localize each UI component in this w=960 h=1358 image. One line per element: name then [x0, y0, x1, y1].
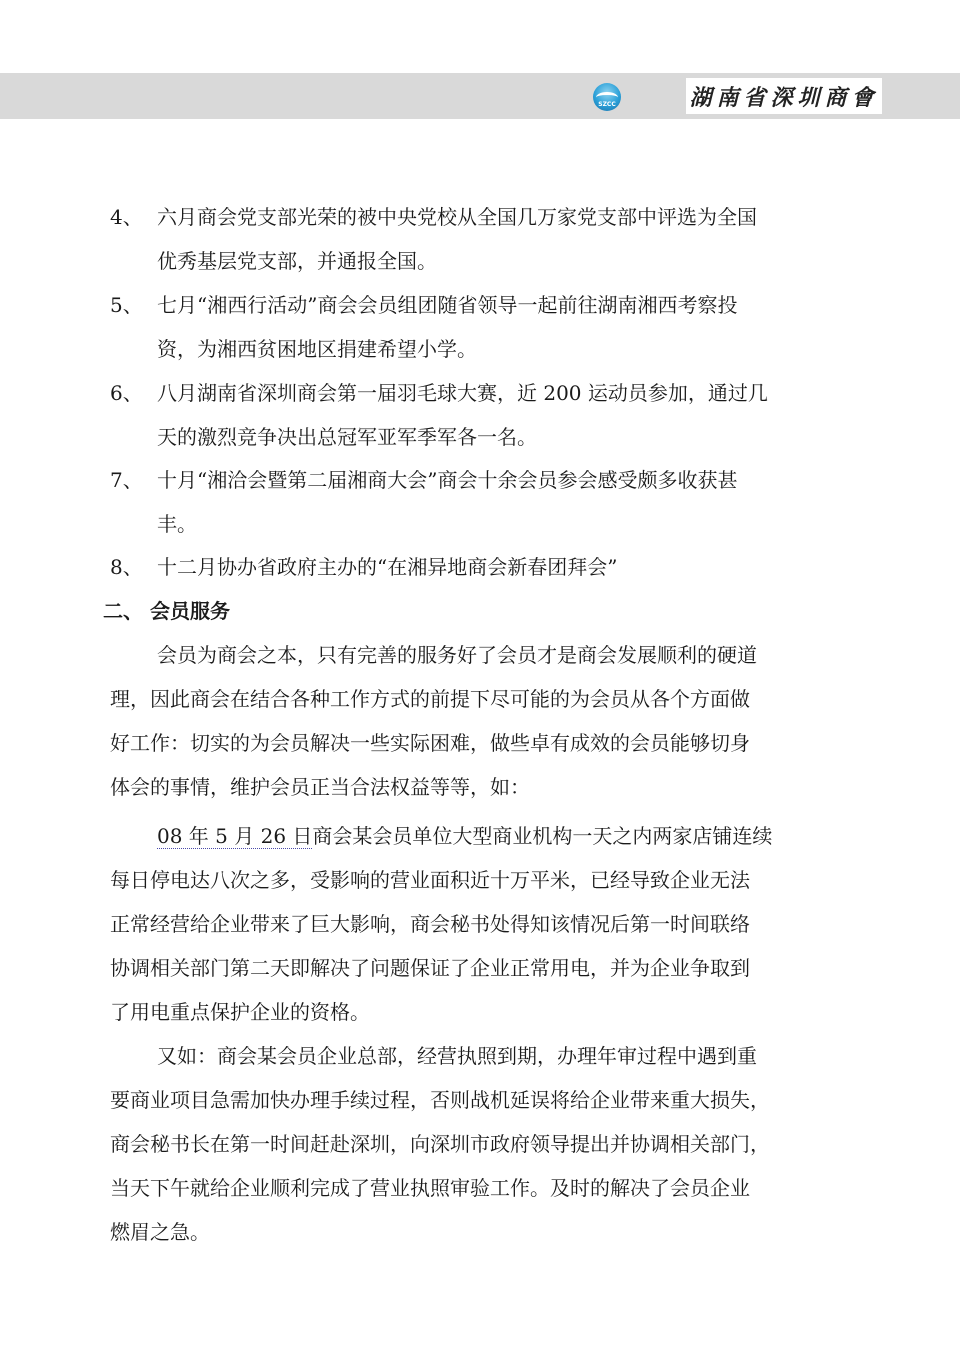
org-name: 湖南省深圳商會	[689, 84, 879, 111]
list-item-number: 8、	[110, 555, 143, 579]
org-name-box	[686, 78, 882, 114]
szcc-logo-icon	[593, 83, 621, 111]
list-item-number: 7、	[110, 468, 143, 492]
list-item-text: 八月湖南省深圳商会第一届羽毛球大赛，近 200 运动员参加，通过几	[157, 381, 768, 405]
list-item-number: 6、	[110, 381, 143, 405]
list-item-text: 七月“湘西行活动”商会会员组团随省领导一起前往湖南湘西考察投	[157, 293, 738, 317]
date-text: 08 年 5 月 26 日	[157, 824, 313, 848]
list-item-number: 4、	[110, 205, 143, 229]
section-heading: 二、 会员服务	[103, 599, 230, 623]
logo-text: SZCC	[598, 101, 616, 108]
list-item-text: 十二月协办省政府主办的“在湘异地商会新春团拜会”	[157, 555, 618, 579]
list-item-text: 六月商会党支部光荣的被中央党校从全国几万家党支部中评选为全国	[157, 205, 757, 229]
list-item-number: 5、	[110, 293, 143, 317]
list-item-text: 十月“湘洽会暨第二届湘商大会”商会十余会员参会感受颇多收获甚	[157, 468, 738, 492]
